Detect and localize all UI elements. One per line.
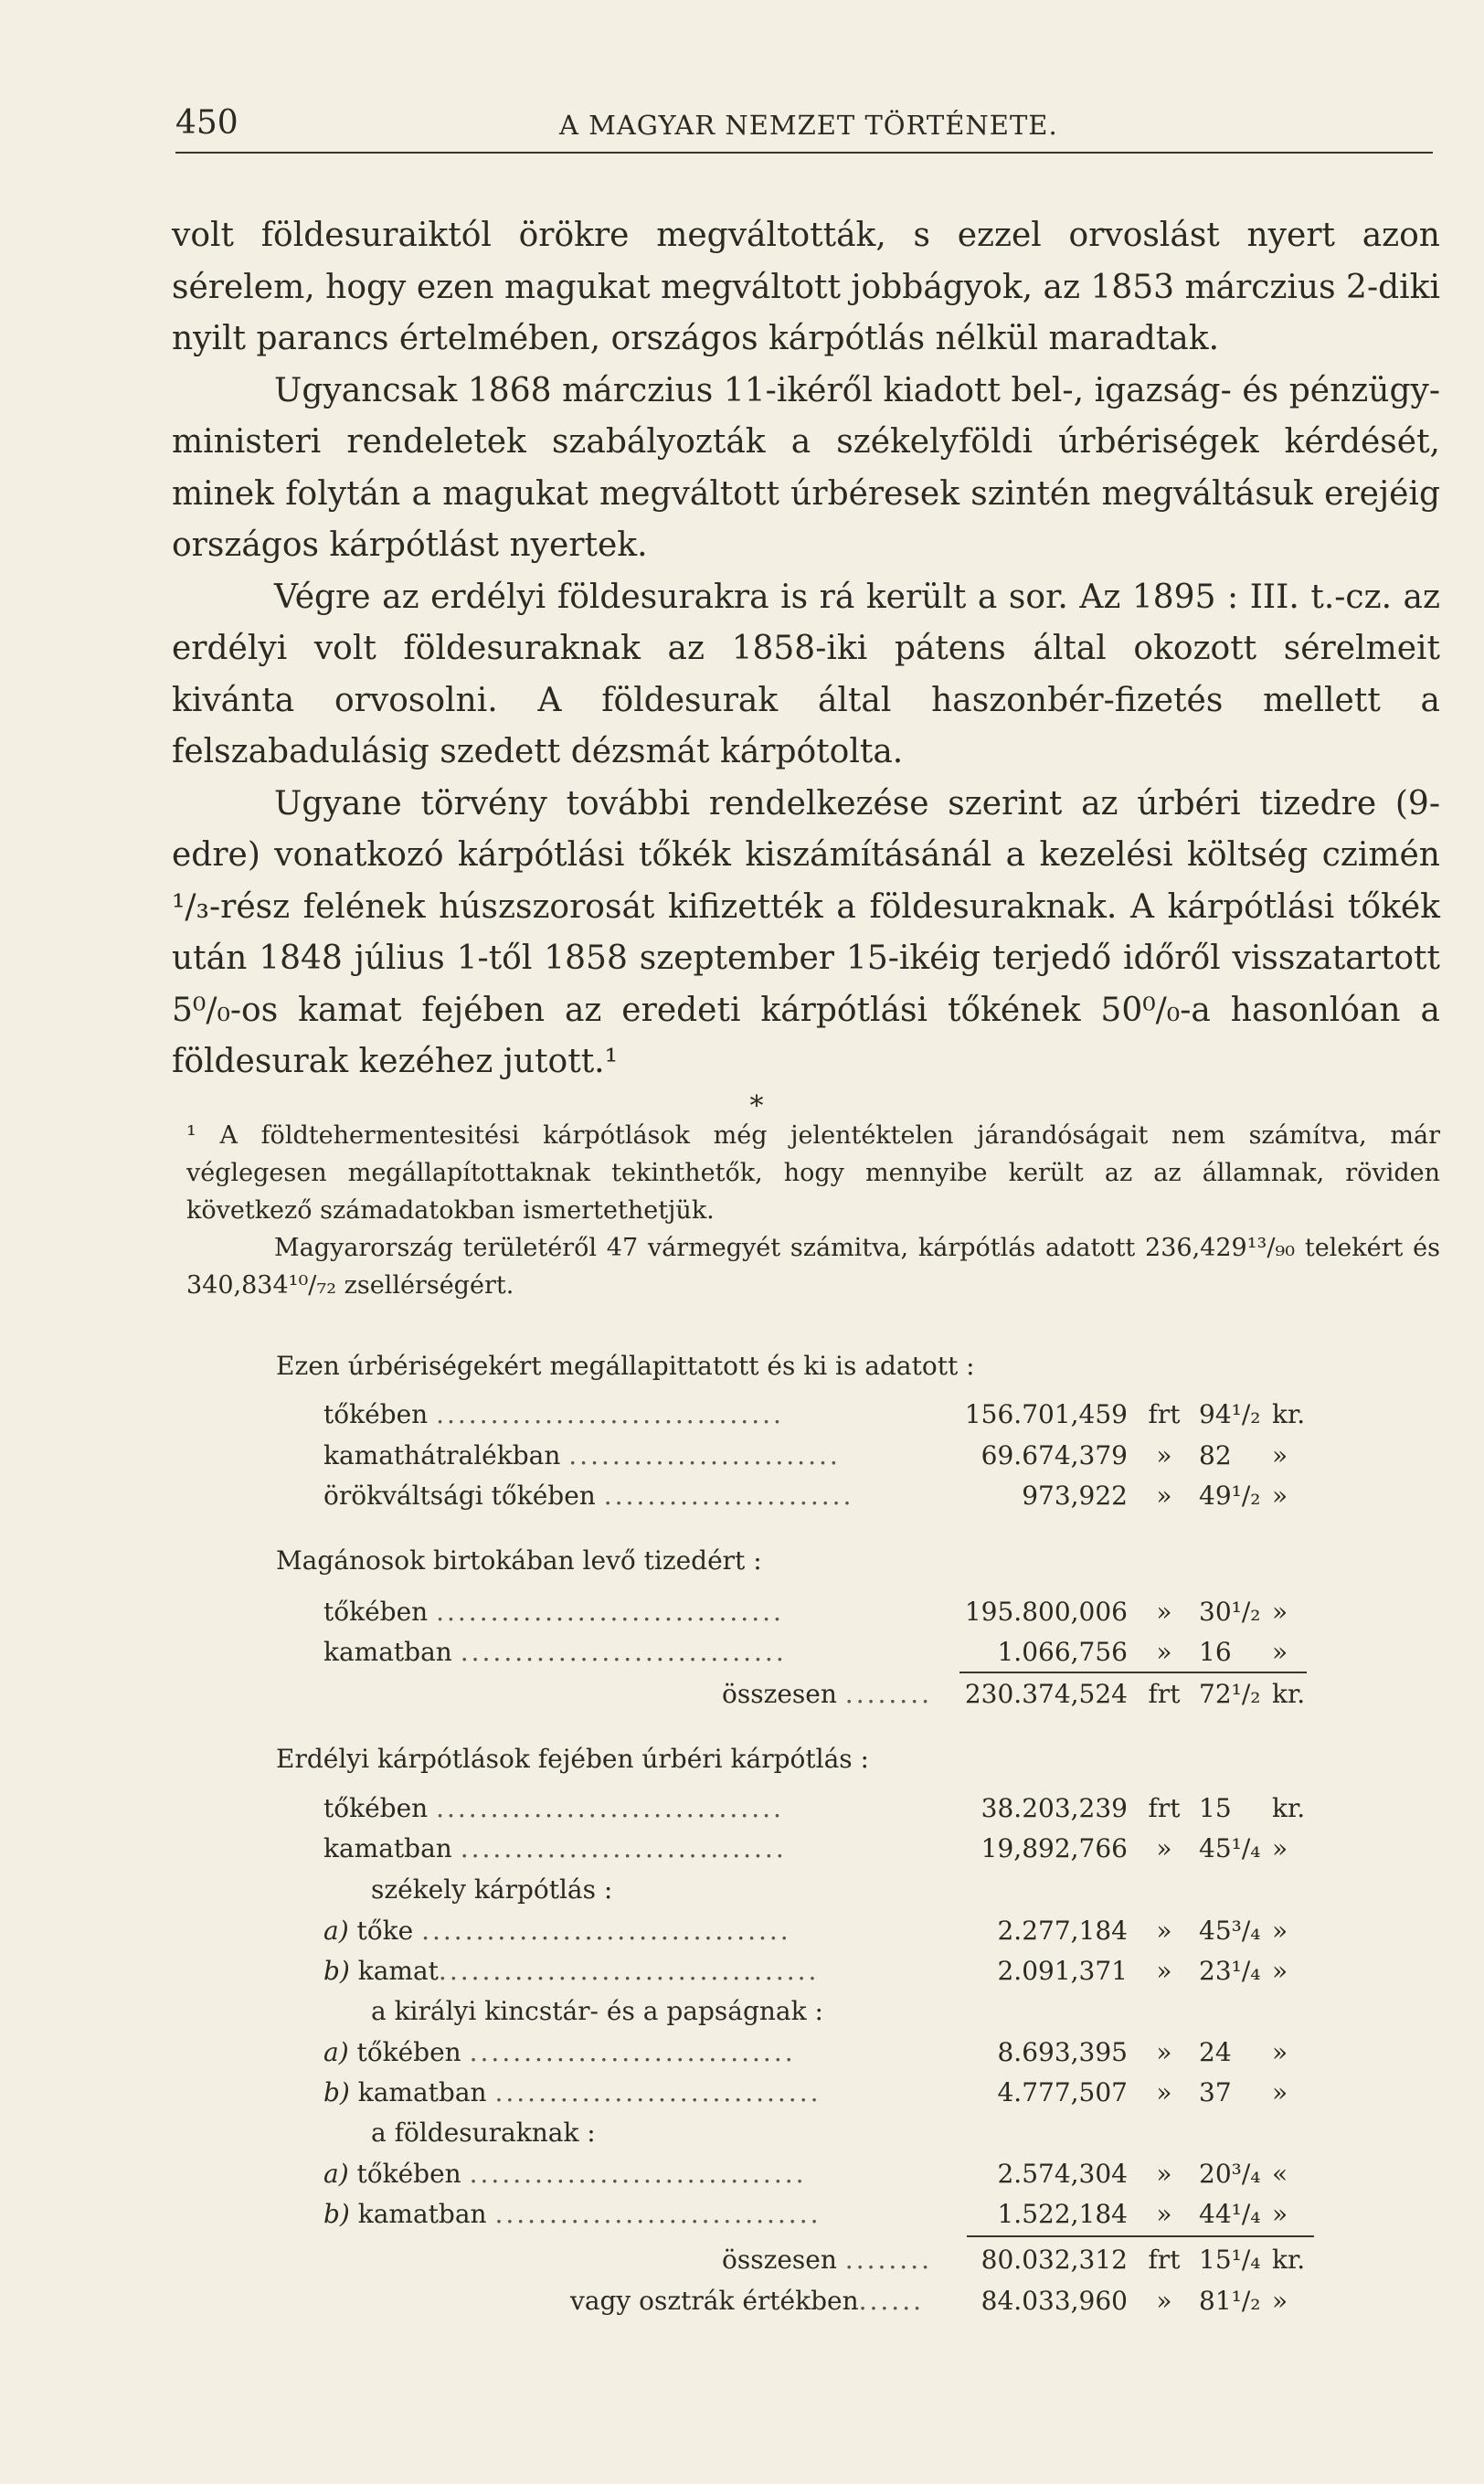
table-row: tőkében ................................ 195.800,006 » 30¹/₂ » <box>323 1597 1288 1627</box>
sum-rule <box>967 2235 1314 2237</box>
paragraph: volt földesuraiktól örökre megváltották, s ezzel orvoslást nyert azon sérelem, hogy ezen magukat megváltott jobbágyok, az 1853 márczius 2-diki nyilt parancs értelmében, országos kárpótlás nélkül maradtak. <box>172 217 1440 357</box>
main-text <box>172 210 1440 1125</box>
sum-rule <box>959 1672 1307 1673</box>
running-title: A MAGYAR NEMZET TÖRTÉNETE. <box>559 110 1058 141</box>
table-subtitle-szekely: székely kárpótlás : <box>371 1874 613 1905</box>
section-asterisk: * <box>749 1089 764 1122</box>
footnote <box>186 1117 1440 1304</box>
table-row: kamatban .............................. 1.066,756 » 16 » <box>323 1637 1288 1667</box>
footnote-paragraph: Magyarország területéről 47 vármegyét számitva, kárpótlás adatott 236,429¹³/₉₀ telekért és 340,834¹⁰/₇₂ zsellérségért. <box>186 1234 1440 1300</box>
table-row: a) tőke .................................. 2.277,184 » 45³/₄ » <box>323 1916 1288 1946</box>
table-subtitle-kincstar: a királyi kincstár- és a papságnak : <box>371 1996 823 2026</box>
table-row: tőkében ................................ 156.701,459 frt 94¹/₂ kr. <box>323 1399 1306 1429</box>
table-row: a) tőkében ............................... 2.574,304 » 20³/₄ « <box>323 2159 1288 2189</box>
table-row: a) tőkében .............................. 8.693,395 » 24 » <box>323 2037 1288 2067</box>
paragraph: Ugyane törvény további rendelkezése szerint az úrbéri tizedre (9-edre) vonatkozó kárpótlási tőkék kiszámításánál a kezelési költség czimén ¹/₃-rész felének húszszorosát kifizették a földesuraknak. A kárpótlási tőkék után 1848 július 1-től 1858 szeptember 15-ikéig terjedő időről visszatartott 5⁰/₀-os kamat fejében az eredeti kárpótlási tőkének 50⁰/₀-a hasonlóan a földesurak kezéhez jutott.¹ <box>172 784 1440 1080</box>
table-row: b) kamat................................... 2.091,371 » 23¹/₄ » <box>323 1956 1288 1986</box>
table-row: kamathátralékban ......................... 69.674,379 » 82 » <box>323 1440 1288 1470</box>
table-row: kamatban .............................. 19,892,766 » 45¹/₄ » <box>323 1833 1288 1863</box>
table-subtitle-foldesur: a földesuraknak : <box>371 2118 596 2148</box>
table-title-hungary: Ezen úrbériségekért megállapittatott és ki is adatott : <box>276 1351 975 1381</box>
table-row: tőkében ................................ 38.203,239 frt 15 kr. <box>323 1793 1306 1823</box>
paragraph: Végre az erdélyi földesurakra is rá került a sor. Az 1895 : III. t.-cz. az erdélyi volt földesuraknak az 1858-iki pátens által okozott sérelmeit kivánta orvosolni. A földesurak által haszonbér-fizetés mellett a felszabadulásig szedett dézsmát kárpótolta. <box>172 578 1440 770</box>
table-title-private: Magánosok birtokában levő tizedért : <box>276 1545 762 1576</box>
paragraph: Ugyancsak 1868 márczius 11-ikéről kiadott bel-, igazság- és pénzügy-ministeri rendeletek szabályozták a székelyföldi úrbériségek kérdését, minek folytán a magukat megváltott úrbéresek szintén megváltásuk erejéig országos kárpótlást nyertek. <box>172 371 1440 564</box>
table-row: b) kamatban .............................. 4.777,507 » 37 » <box>323 2077 1288 2107</box>
table-row: örökváltsági tőkében ....................... 973,922 » 49¹/₂ » <box>323 1481 1288 1511</box>
footnote-paragraph: ¹ A földtehermentesitési kárpótlások még jelentéktelen járandóságait nem számítva, már véglegesen megállapítottaknak tekinthetők, hogy mennyibe került az az államnak, röviden következő számadatokban ismertethetjük. <box>186 1121 1440 1225</box>
table-row-total: összesen ........ 80.032,312 frt 15¹/₄ kr. <box>722 2245 1306 2275</box>
table-row-total: vagy osztrák értékben...... 84.033,960 » 81¹/₂ » <box>570 2286 1288 2316</box>
table-row: b) kamatban .............................. 1.522,184 » 44¹/₄ » <box>323 2199 1288 2229</box>
page-header <box>175 91 1433 154</box>
table-row-total: összesen ........ 230.374,524 frt 72¹/₂ kr. <box>722 1679 1306 1709</box>
page-number: 450 <box>175 104 238 142</box>
table-title-erdely: Erdélyi kárpótlások fejében úrbéri kárpótlás : <box>276 1744 869 1774</box>
